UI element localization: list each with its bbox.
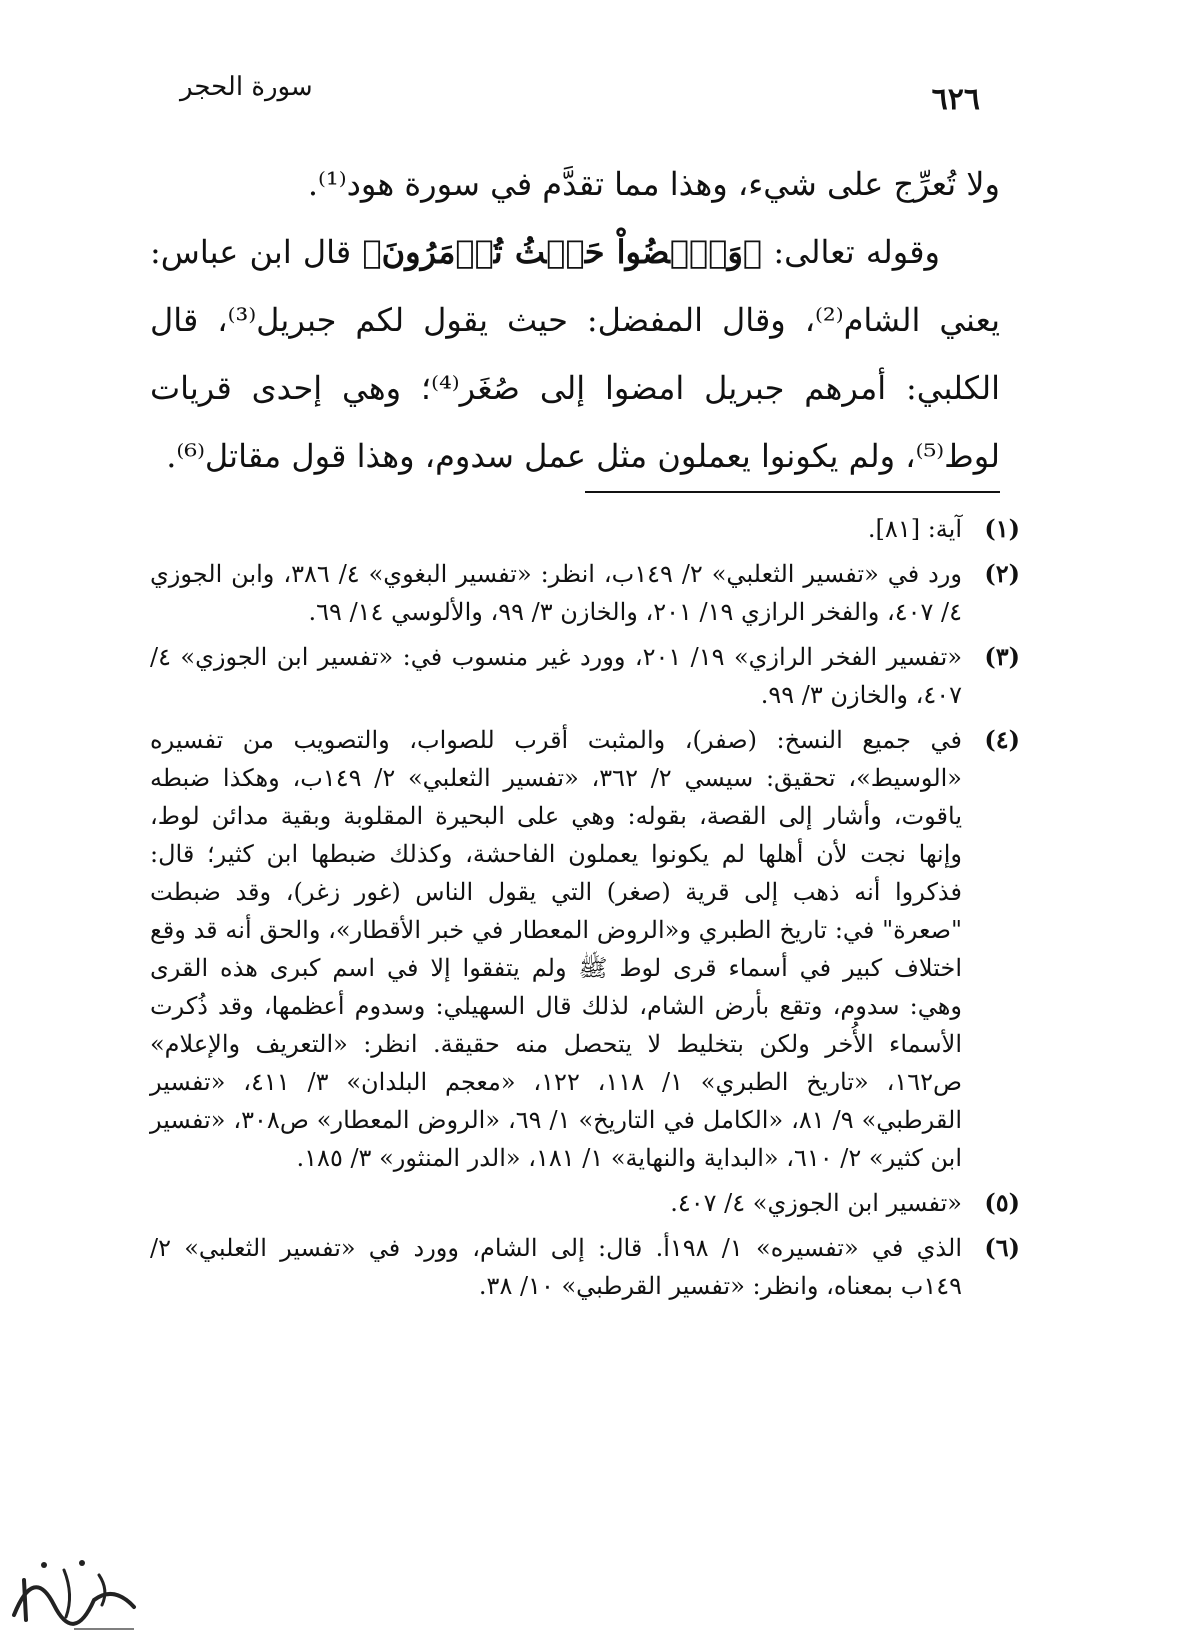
page-number: ٦٢٦ xyxy=(931,82,980,117)
footnote-number: (٢) xyxy=(984,559,1020,588)
footnote-text: في جميع النسخ: (صفر)، والمثبت أقرب للصواب، والتصويب من تفسيره «الوسيط»، تحقيق: سيسي ٢/ ٣٦٢، «تفسير الثعلبي» ٢/ ١٤٩ب، وهكذا ضبطه ياقوت، وأشار إلى القصة، بقوله: وهي على البحيرة المقلوبة وبقية مدائن لوط، وإنها نجت لأن أهلها لم يكونوا يعملون الفاحشة، وكذلك ضبطها ابن كثير؛ قال: فذكروا أنه ذهب إلى قرية (صغر) التي يقول الناس (غور زغر)، وقد ضبطت "صعرة" في: تاريخ الطبري و«الروض المعطار في خبر الأقطار»، والحق أنه قد وقع اختلاف كبير في أسماء قرى لوط ﷺ ولم يتفقوا إلا في اسم كبرى هذه القرى وهي: سدوم، وتقع بأرض الشام، لذلك قال السهيلي: وسدوم أعظمها، وقد ذُكرت الأسماء الأُخر ولكن بتخليط لا يتحصل منه حقيقة. انظر: «التعريف والإعلام» ص١٦٢، «تاريخ الطبري» ١/ ١١٨، ١٢٢، «معجم البلدان» ٣/ ٤١١، «تفسير القرطبي» ٩/ ٨١، «الكامل في التاريخ» ١/ ٦٩، «الروض المعطار» ص٣٠٨، «تفسير ابن كثير» ٢/ ٦١٠، «البداية والنهاية» ١/ ١٨١، «الدر المنثور» ٣/ ١٨٥. xyxy=(150,726,963,1172)
quran-verse: ﴿وَٱمۡضُواْ حَيۡثُ تُؤۡمَرُونَ﴾ xyxy=(362,233,763,271)
footnote xyxy=(150,1184,1020,1222)
paragraph-commentary: قال ابن عباس: يعني الشام⁽²⁾، وقال المفضل: حيث يقول لكم جبريل⁽³⁾، قال الكلبي: أمرهم جبريل امضوا إلى صُغَر⁽⁴⁾؛ وهي إحدى قريات لوط⁽⁵⁾، ولم يكونوا يعملون مثل عمل سدوم، وهذا قول مقاتل⁽⁶⁾. xyxy=(150,233,1001,475)
footnote-number: (٦) xyxy=(984,1233,1020,1262)
footnote-number: (٤) xyxy=(984,725,1020,754)
paragraph-intro: وقوله تعالى: xyxy=(762,233,941,271)
footnote-number: (٣) xyxy=(984,642,1020,671)
footnotes xyxy=(150,510,1020,1312)
footnote-number: (١) xyxy=(984,514,1020,543)
footnote-number: (٥) xyxy=(984,1188,1020,1217)
footnote-text: الذي في «تفسيره» ١/ ١٩٨أ. قال: إلى الشام، وورد في «تفسير الثعلبي» ٢/ ١٤٩ب بمعناه، وانظر: «تفسير القرطبي» ١٠/ ٣٨. xyxy=(150,1234,962,1300)
calligraphy-logo-icon xyxy=(4,1545,144,1640)
surah-title: سورة الحجر xyxy=(180,72,313,102)
footnote-text: آية: [٨١]. xyxy=(867,515,962,543)
main-text xyxy=(150,150,1000,490)
main-paragraph-2 xyxy=(150,218,1000,490)
footnote xyxy=(150,638,1020,714)
footnote xyxy=(150,721,1020,1177)
footnote xyxy=(150,1229,1020,1305)
running-header xyxy=(180,72,980,122)
footnote xyxy=(150,555,1020,631)
footnote-separator xyxy=(585,491,1000,493)
footnote-text: «تفسير الفخر الرازي» ١٩/ ٢٠١، وورد غير منسوب في: «تفسير ابن الجوزي» ٤/ ٤٠٧، والخازن ٣/ ٩٩. xyxy=(150,643,963,709)
footnote-text: «تفسير ابن الجوزي» ٤/ ٤٠٧. xyxy=(670,1189,962,1217)
footnote xyxy=(150,510,1020,548)
calligraphy-logo-svg xyxy=(4,1545,144,1640)
main-paragraph-1: ولا تُعرِّج على شيء، وهذا مما تقدَّم في سورة هود⁽¹⁾. xyxy=(307,165,1000,203)
footnote-text: ورد في «تفسير الثعلبي» ٢/ ١٤٩ب، انظر: «تفسير البغوي» ٤/ ٣٨٦، وابن الجوزي ٤/ ٤٠٧، والفخر الرازي ١٩/ ٢٠١، والخازن ٣/ ٩٩، والألوسي ١٤/ ٦٩. xyxy=(150,560,962,626)
